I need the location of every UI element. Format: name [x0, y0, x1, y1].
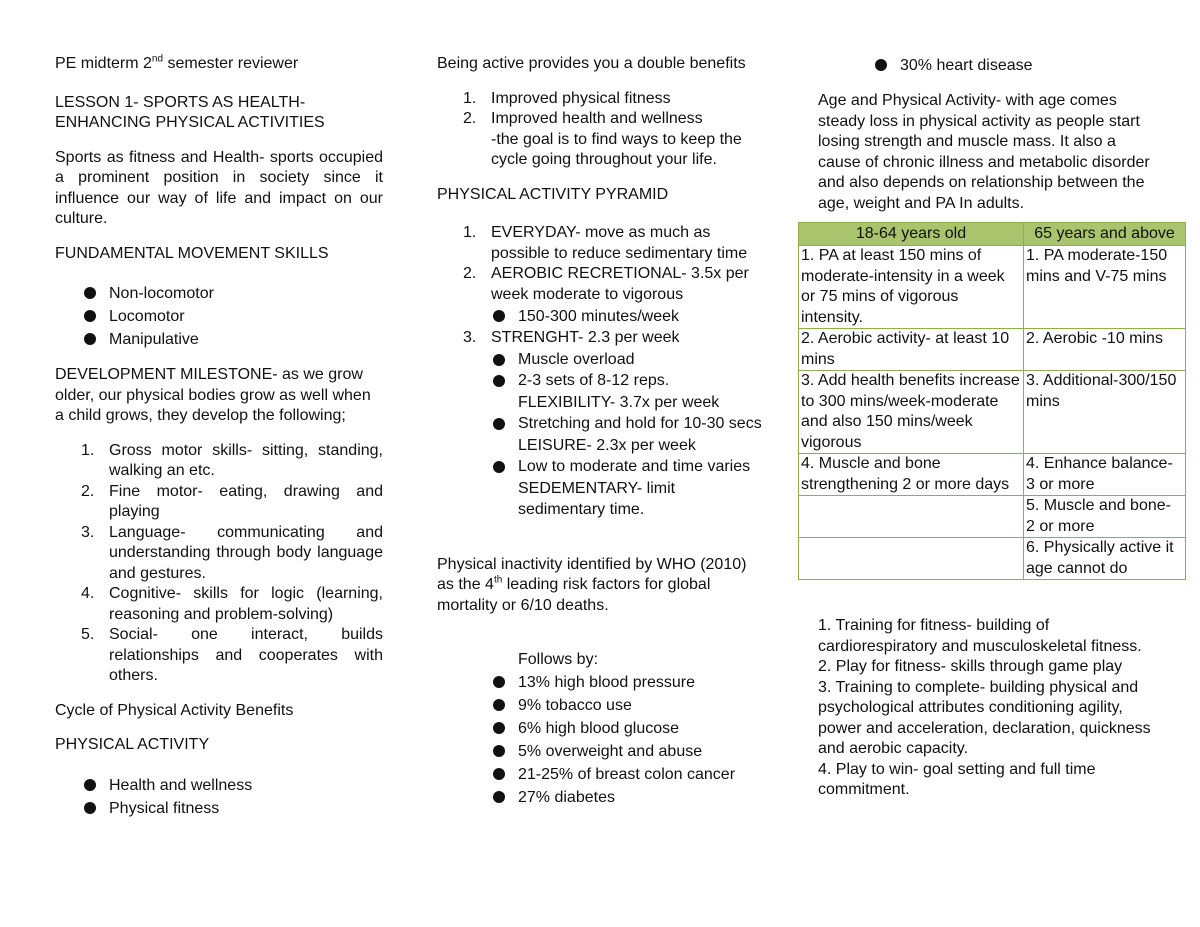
list-item: 2. Fine motor- eating, drawing and playing: [81, 482, 383, 520]
column-1: [55, 54, 383, 820]
table-cell: 3. Additional-300/150 mins: [1024, 371, 1186, 454]
fms-heading: FUNDAMENTAL MOVEMENT SKILLS: [55, 244, 329, 262]
list-item: 13% high blood pressure: [518, 671, 765, 694]
list-item: Health and wellness: [109, 774, 383, 797]
list-item: 21-25% of breast colon cancer: [518, 763, 765, 786]
list-item: Locomotor: [109, 305, 383, 328]
bullet-icon: [875, 59, 887, 71]
column-3: [798, 54, 1188, 801]
training-list: [798, 616, 1158, 801]
pa-list: [109, 774, 383, 820]
pyramid-heading: PHYSICAL ACTIVITY PYRAMID: [437, 185, 669, 203]
bullet-icon: [493, 791, 505, 803]
list-item: 2. Play for fitness- skills through game play: [818, 658, 1123, 675]
table-cell: 6. Physically active it age cannot do: [1024, 538, 1186, 580]
list-item: Low to moderate and time varies SEDEMENTARY- limit sedimentary time.: [518, 456, 765, 521]
list-item: 3. Training to complete- building physical and psychological attributes conditioning agility, power and acceleration, declaration, quickness and aerobic capacity.: [818, 678, 1151, 757]
bullet-icon: [493, 461, 505, 473]
table-row: [799, 371, 1186, 454]
lesson-heading: LESSON 1- SPORTS AS HEALTH-ENHANCING PHYSICAL ACTIVITIES: [55, 93, 325, 131]
table-cell: 5. Muscle and bone- 2 or more: [1024, 496, 1186, 538]
development-paragraph: DEVELOPMENT MILESTONE- as we grow older, our physical bodies grow as well when a child grows, they develop the following;: [55, 366, 371, 424]
bullet-icon: [84, 310, 96, 322]
table-row: [799, 538, 1186, 580]
bullet-icon: [493, 418, 505, 430]
cycle-note: -the goal is to find ways to keep the cycle going throughout your life.: [491, 130, 742, 168]
list-item: 4. Play to win- goal setting and full time commitment.: [818, 760, 1096, 798]
table-row: [799, 496, 1186, 538]
document-title: PE midterm 2nd semester reviewer: [55, 53, 299, 72]
bullet-icon: [84, 802, 96, 814]
list-item: 27% diabetes: [518, 786, 765, 809]
heart-disease-list: [900, 54, 1188, 77]
table-header-row: [799, 223, 1186, 246]
bullet-icon: [493, 676, 505, 688]
list-item: 2-3 sets of 8-12 reps. FLEXIBILITY- 3.7x per week: [518, 370, 765, 413]
bullet-icon: [493, 354, 505, 366]
leisure-label: LEISURE- 2.3x per week: [518, 436, 696, 454]
pa-guidelines-table: [798, 222, 1186, 580]
bullet-icon: [84, 287, 96, 299]
list-item: 2. Improved health and wellness: [463, 110, 703, 127]
table-row: [799, 329, 1186, 371]
header-adults: 18-64 years old: [799, 223, 1024, 246]
pyramid-everyday: 1. EVERYDAY- move as much as possible to reduce sedimentary time: [463, 224, 748, 262]
bullet-icon: [493, 768, 505, 780]
strength-bullets: [518, 349, 765, 521]
pyramid-strength: 3. STRENGHT- 2.3 per week: [463, 329, 680, 346]
table-cell: 3. Add health benefits increase to 300 mins/week-moderate and also 150 mins/week vigorous: [799, 371, 1024, 454]
sedementary-label: SEDEMENTARY- limit sedimentary time.: [518, 479, 676, 518]
cycle-heading: Cycle of Physical Activity Benefits: [55, 701, 294, 719]
bullet-icon: [493, 745, 505, 757]
list-item: 1. Training for fitness- building of cardiorespiratory and musculoskeletal fitness.: [818, 617, 1142, 655]
table-cell: 2. Aerobic -10 mins: [1024, 329, 1186, 371]
table-cell: 2. Aerobic activity- at least 10 mins: [799, 329, 1024, 371]
bullet-icon: [493, 375, 505, 387]
list-item: 1. Improved physical fitness: [463, 89, 671, 107]
who-paragraph: Physical inactivity identified by WHO (2010) as the 4th leading risk factors for global mortality or 6/10 deaths.: [437, 555, 747, 614]
list-item: 30% heart disease: [900, 54, 1188, 77]
bullet-icon: [84, 779, 96, 791]
list-item: Manipulative: [109, 328, 383, 351]
table-cell: 1. PA at least 150 mins of moderate-intensity in a week or 75 mins of vigorous intensity.: [799, 246, 1024, 329]
list-item: Muscle overload: [518, 349, 765, 371]
pyramid-aerobic: 2. AEROBIC RECRETIONAL- 3.5x per week moderate to vigorous: [463, 265, 749, 303]
table-row: [799, 246, 1186, 329]
physical-activity-heading: PHYSICAL ACTIVITY: [55, 736, 210, 753]
table-cell: 4. Muscle and bone strengthening 2 or more days: [799, 454, 1024, 496]
list-item: 9% tobacco use: [518, 694, 765, 717]
list-item: 150-300 minutes/week: [518, 305, 765, 328]
list-item: Non-locomotor: [109, 282, 383, 305]
bullet-icon: [84, 333, 96, 345]
list-item: 3. Language- communicating and understanding through body language and gestures.: [81, 523, 383, 582]
table-cell: 4. Enhance balance- 3 or more: [1024, 454, 1186, 496]
flexibility-label: FLEXIBILITY- 3.7x per week: [518, 393, 720, 411]
header-seniors: 65 years and above: [1024, 223, 1186, 246]
table-cell: 1. PA moderate-150 mins and V-75 mins: [1024, 246, 1186, 329]
table-cell: [799, 496, 1024, 538]
pyramid-list-strength: [437, 328, 765, 349]
bullet-icon: [493, 699, 505, 711]
double-benefits-heading: Being active provides you a double benefits: [437, 55, 746, 72]
list-item: Physical fitness: [109, 797, 383, 820]
bullet-icon: [493, 722, 505, 734]
fms-list: [109, 282, 383, 351]
double-benefits-list: [437, 89, 765, 130]
list-item: Stretching and hold for 10-30 secs LEISURE- 2.3x per week: [518, 413, 765, 456]
aerobic-bullets: [518, 305, 765, 328]
list-item: 5. Social- one interact, builds relationships and cooperates with others.: [81, 626, 383, 684]
table-cell: [799, 538, 1024, 580]
list-item: 4. Cognitive- skills for logic (learning, reasoning and problem-solving): [81, 585, 383, 623]
follows-label: Follows by:: [518, 651, 599, 668]
risk-list: [518, 671, 765, 809]
list-item: 6% high blood glucose: [518, 717, 765, 740]
table-row: [799, 454, 1186, 496]
age-paragraph: Age and Physical Activity- with age comes steady loss in physical activity as people start losing strength and muscle mass. It also a cause of chronic illness and metabolic disorder and also depends on relationship between the age, weight and PA In adults.: [818, 92, 1150, 212]
list-item: 5% overweight and abuse: [518, 740, 765, 763]
list-item: 1. Gross motor skills- sitting, standing, walking an etc.: [81, 441, 383, 479]
column-2: [437, 54, 765, 809]
sports-paragraph: Sports as fitness and Health- sports occupied a prominent position in society since it influence our way of life and impact on our culture.: [55, 148, 383, 227]
bullet-icon: [493, 310, 505, 322]
pyramid-list: [437, 223, 765, 305]
development-list: [55, 441, 383, 687]
